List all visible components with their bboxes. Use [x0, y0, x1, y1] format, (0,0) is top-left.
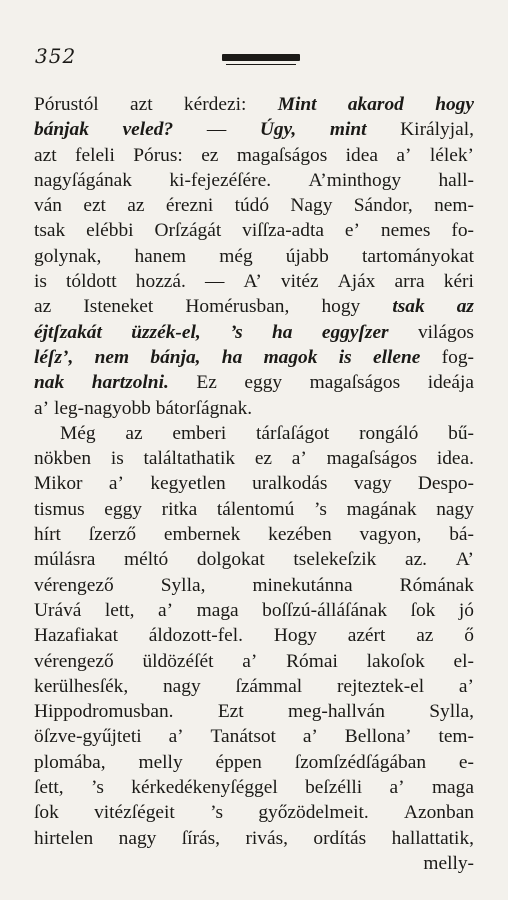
- word: a’: [34, 397, 50, 419]
- word: magaſságos: [326, 448, 418, 470]
- text-line: [34, 143, 474, 168]
- text-line: [34, 370, 474, 395]
- word: üldözéſét: [142, 650, 214, 672]
- word: beſzélli: [305, 777, 363, 799]
- word: nagyſágának: [34, 169, 132, 191]
- word: e’: [344, 220, 360, 242]
- word: ez: [201, 144, 219, 166]
- word: ki-fejezéſére.: [169, 169, 272, 191]
- word: uralkodás: [252, 473, 328, 495]
- word: plomába,: [34, 751, 106, 773]
- word: veled?: [122, 119, 174, 141]
- text-line: [34, 471, 474, 496]
- word: ’s: [210, 802, 224, 824]
- word: e-: [458, 751, 474, 773]
- word: —: [206, 119, 227, 141]
- text-line: [34, 218, 474, 243]
- word: Pórustól: [34, 94, 99, 115]
- word: nem: [94, 346, 130, 368]
- text-line: [34, 522, 474, 547]
- word: találtathatik: [143, 448, 236, 470]
- word: ha: [272, 321, 293, 343]
- word: azt: [129, 94, 153, 115]
- word: embernek: [163, 524, 241, 546]
- word: Hogy: [273, 625, 317, 647]
- word: kezében: [268, 524, 332, 546]
- text-line: [34, 598, 474, 623]
- word: az: [127, 195, 145, 217]
- word: golynak,: [34, 245, 102, 267]
- text-line: [34, 547, 474, 572]
- word: rivás,: [245, 827, 288, 849]
- word: az: [416, 625, 434, 647]
- word: Ez: [196, 372, 217, 394]
- word: tálentomú: [216, 498, 295, 520]
- word: a’: [389, 777, 405, 799]
- word: ezt: [83, 195, 106, 217]
- word: idea.: [436, 448, 474, 470]
- word: hanem: [134, 245, 187, 267]
- word: Ezt: [217, 701, 244, 723]
- word: hogy: [435, 94, 474, 115]
- text-line: [34, 117, 474, 142]
- word: tsak: [392, 296, 425, 318]
- word: —: [204, 271, 225, 293]
- word: arra: [394, 271, 425, 293]
- word: bánja,: [150, 346, 201, 368]
- word: hall-: [438, 169, 474, 191]
- word: Ajáx: [337, 271, 376, 293]
- word: tselekeſzik: [293, 549, 377, 571]
- word: mint: [329, 119, 367, 141]
- word: viſſza-adta: [242, 220, 324, 242]
- word: Bellona’: [344, 726, 412, 748]
- word: Hazafiakat: [34, 625, 118, 647]
- word: idea: [345, 144, 378, 166]
- word: melly-: [423, 852, 474, 874]
- word: tartományokat: [362, 245, 474, 267]
- word: áldozott-fel.: [148, 625, 243, 647]
- word: a’: [168, 726, 184, 748]
- text-line: [34, 775, 474, 800]
- word: emberi: [172, 422, 227, 444]
- word: rongáló: [359, 422, 419, 444]
- word: Sándor,: [353, 195, 413, 217]
- word: maga: [196, 599, 239, 621]
- word: nökben: [34, 448, 92, 470]
- word: magaſságos: [236, 144, 328, 166]
- word: üzzék-el,: [131, 321, 201, 343]
- word: ritka: [161, 498, 198, 520]
- word: lett,: [104, 599, 135, 621]
- word: tsak: [34, 220, 66, 242]
- word: az.: [404, 549, 428, 571]
- word: Sylla,: [429, 701, 474, 723]
- word: Sylla,: [160, 574, 206, 596]
- word: még: [219, 245, 253, 267]
- word: nemes: [380, 220, 431, 242]
- word: A’: [455, 549, 474, 571]
- word: Pórus:: [133, 144, 183, 166]
- word: az: [456, 296, 474, 318]
- word: világos: [417, 321, 474, 343]
- word: ’s: [230, 321, 243, 343]
- word: melly: [138, 751, 183, 773]
- word: boſſzú-álláſának: [262, 599, 388, 621]
- word: múlásra: [34, 549, 96, 571]
- word: tem-: [438, 726, 474, 748]
- word: kéri: [443, 271, 474, 293]
- word: öſzve-gyűjteti: [34, 726, 142, 748]
- word: tárſaſágot: [256, 422, 330, 444]
- word: ſzámmal: [235, 675, 303, 697]
- word: magaſságos: [309, 372, 401, 394]
- word: A’: [243, 271, 262, 293]
- word: eggy: [104, 498, 142, 520]
- page-number: 352: [35, 44, 77, 68]
- word: a’: [242, 650, 258, 672]
- word: bánjak: [34, 119, 89, 141]
- word: tismus: [34, 498, 85, 520]
- word: tóldott: [66, 271, 117, 293]
- word: Hippodromusban.: [34, 701, 174, 723]
- text-line: [34, 244, 474, 269]
- word: nagy: [436, 498, 474, 520]
- text-line: [34, 851, 474, 876]
- word: hozzá.: [135, 271, 186, 293]
- word: éjtſzakát: [34, 321, 102, 343]
- word: lélek’: [429, 144, 474, 166]
- word: ván: [34, 195, 62, 217]
- word: túdó: [234, 195, 270, 217]
- word: azt: [34, 144, 57, 166]
- word: bátorſágnak.: [155, 397, 253, 419]
- word: ſzomſzédſágában: [294, 751, 427, 773]
- word: jó: [458, 599, 474, 621]
- word: a’: [291, 448, 307, 470]
- text-line: [34, 193, 474, 218]
- word: Római: [286, 650, 338, 672]
- word: a’: [108, 473, 124, 495]
- word: ſok: [34, 802, 59, 824]
- text-line: [34, 699, 474, 724]
- word: ſok: [410, 599, 436, 621]
- word: ő: [464, 625, 474, 647]
- word: Úgy,: [259, 119, 297, 141]
- word: hirtelen: [34, 827, 94, 849]
- word: Rómának: [399, 574, 474, 596]
- word: meg-hallván: [288, 701, 385, 723]
- word: nak: [34, 372, 65, 394]
- word: ſett,: [34, 777, 64, 799]
- text-line: [34, 497, 474, 522]
- word: újabb: [285, 245, 329, 267]
- word: hallattatik,: [391, 827, 474, 849]
- word: érezni: [165, 195, 214, 217]
- word: hírt: [34, 524, 61, 546]
- word: éppen: [215, 751, 262, 773]
- word: vagy: [353, 473, 392, 495]
- word: bű-: [448, 422, 474, 444]
- word: rejteztek-el: [336, 675, 425, 697]
- word: ideája: [427, 372, 474, 394]
- text-line: [34, 269, 474, 294]
- text-line: [34, 446, 474, 471]
- word: elébbi: [86, 220, 134, 242]
- text-line: [34, 92, 474, 117]
- text-line: [34, 750, 474, 775]
- word: léſz’,: [34, 346, 74, 368]
- word: ordítás: [313, 827, 367, 849]
- word: hartzolni.: [91, 372, 169, 394]
- text-line: [34, 168, 474, 193]
- word: fo-: [451, 220, 474, 242]
- word: Homérusban,: [185, 296, 290, 318]
- word: ’s: [90, 777, 104, 799]
- text-line: [34, 294, 474, 319]
- word: ſzerző: [88, 524, 137, 546]
- word: vérengező: [34, 574, 114, 596]
- word: Királyjal,: [400, 119, 474, 141]
- word: ez: [254, 448, 273, 470]
- text-line: [34, 573, 474, 598]
- word: Tanátsot: [210, 726, 276, 748]
- word: Nagy: [290, 195, 333, 217]
- word: maga: [431, 777, 474, 799]
- word: leg-nagyobb: [53, 397, 151, 419]
- word: nagy: [162, 675, 201, 697]
- word: nagy: [118, 827, 157, 849]
- text-line: [34, 320, 474, 345]
- word: a’: [158, 599, 174, 621]
- word: Még: [60, 422, 96, 444]
- word: Isteneket: [83, 296, 154, 318]
- word: is: [110, 448, 124, 470]
- word: a’: [458, 675, 474, 697]
- word: Despo-: [417, 473, 474, 495]
- word: vérengező: [34, 650, 114, 672]
- word: a’: [396, 144, 412, 166]
- word: vitézſégeit: [94, 802, 175, 824]
- word: kérdezi:: [183, 94, 247, 115]
- body-text: [34, 92, 474, 876]
- text-line: [34, 649, 474, 674]
- text-line: [34, 826, 474, 851]
- word: Urává: [34, 599, 82, 621]
- word: magának: [346, 498, 417, 520]
- word: Mikor: [34, 473, 83, 495]
- word: feleli: [75, 144, 115, 166]
- word: dolgokat: [196, 549, 265, 571]
- word: győzödelmeit.: [258, 802, 369, 824]
- word: a’: [302, 726, 318, 748]
- word: vagyon,: [359, 524, 422, 546]
- text-line: [34, 674, 474, 699]
- word: ellene: [372, 346, 421, 368]
- word: eggy: [244, 372, 283, 394]
- text-line: [34, 800, 474, 825]
- word: kerülhesſék,: [34, 675, 129, 697]
- word: ’s: [314, 498, 327, 520]
- word: azért: [347, 625, 386, 647]
- word: Azonban: [404, 802, 474, 824]
- text-line: [34, 345, 474, 370]
- word: eggyſzer: [321, 321, 389, 343]
- word: fog-: [441, 346, 474, 368]
- header-ornament-rule: [222, 54, 300, 61]
- word: az: [34, 296, 52, 318]
- word: ha: [221, 346, 243, 368]
- word: kérkedékenyſéggel: [131, 777, 278, 799]
- word: kegyetlen: [150, 473, 226, 495]
- word: Mint: [277, 94, 317, 115]
- word: akarod: [347, 94, 404, 115]
- word: ſírás,: [181, 827, 221, 849]
- word: Orſzágát: [154, 220, 222, 242]
- word: lakoſok: [366, 650, 425, 672]
- word: is: [338, 346, 352, 368]
- text-line: [34, 421, 474, 446]
- word: is: [34, 271, 47, 293]
- word: el-: [453, 650, 474, 672]
- word: vitéz: [280, 271, 319, 293]
- word: bá-: [449, 524, 474, 546]
- word: méltó: [124, 549, 169, 571]
- word: az: [125, 422, 143, 444]
- word: hogy: [321, 296, 361, 318]
- word: nem-: [434, 195, 474, 217]
- text-line: [34, 623, 474, 648]
- word: A’minthogy: [308, 169, 402, 191]
- word: minekutánna: [252, 574, 353, 596]
- text-line: [34, 724, 474, 749]
- text-line: [34, 396, 474, 421]
- word: magok: [263, 346, 318, 368]
